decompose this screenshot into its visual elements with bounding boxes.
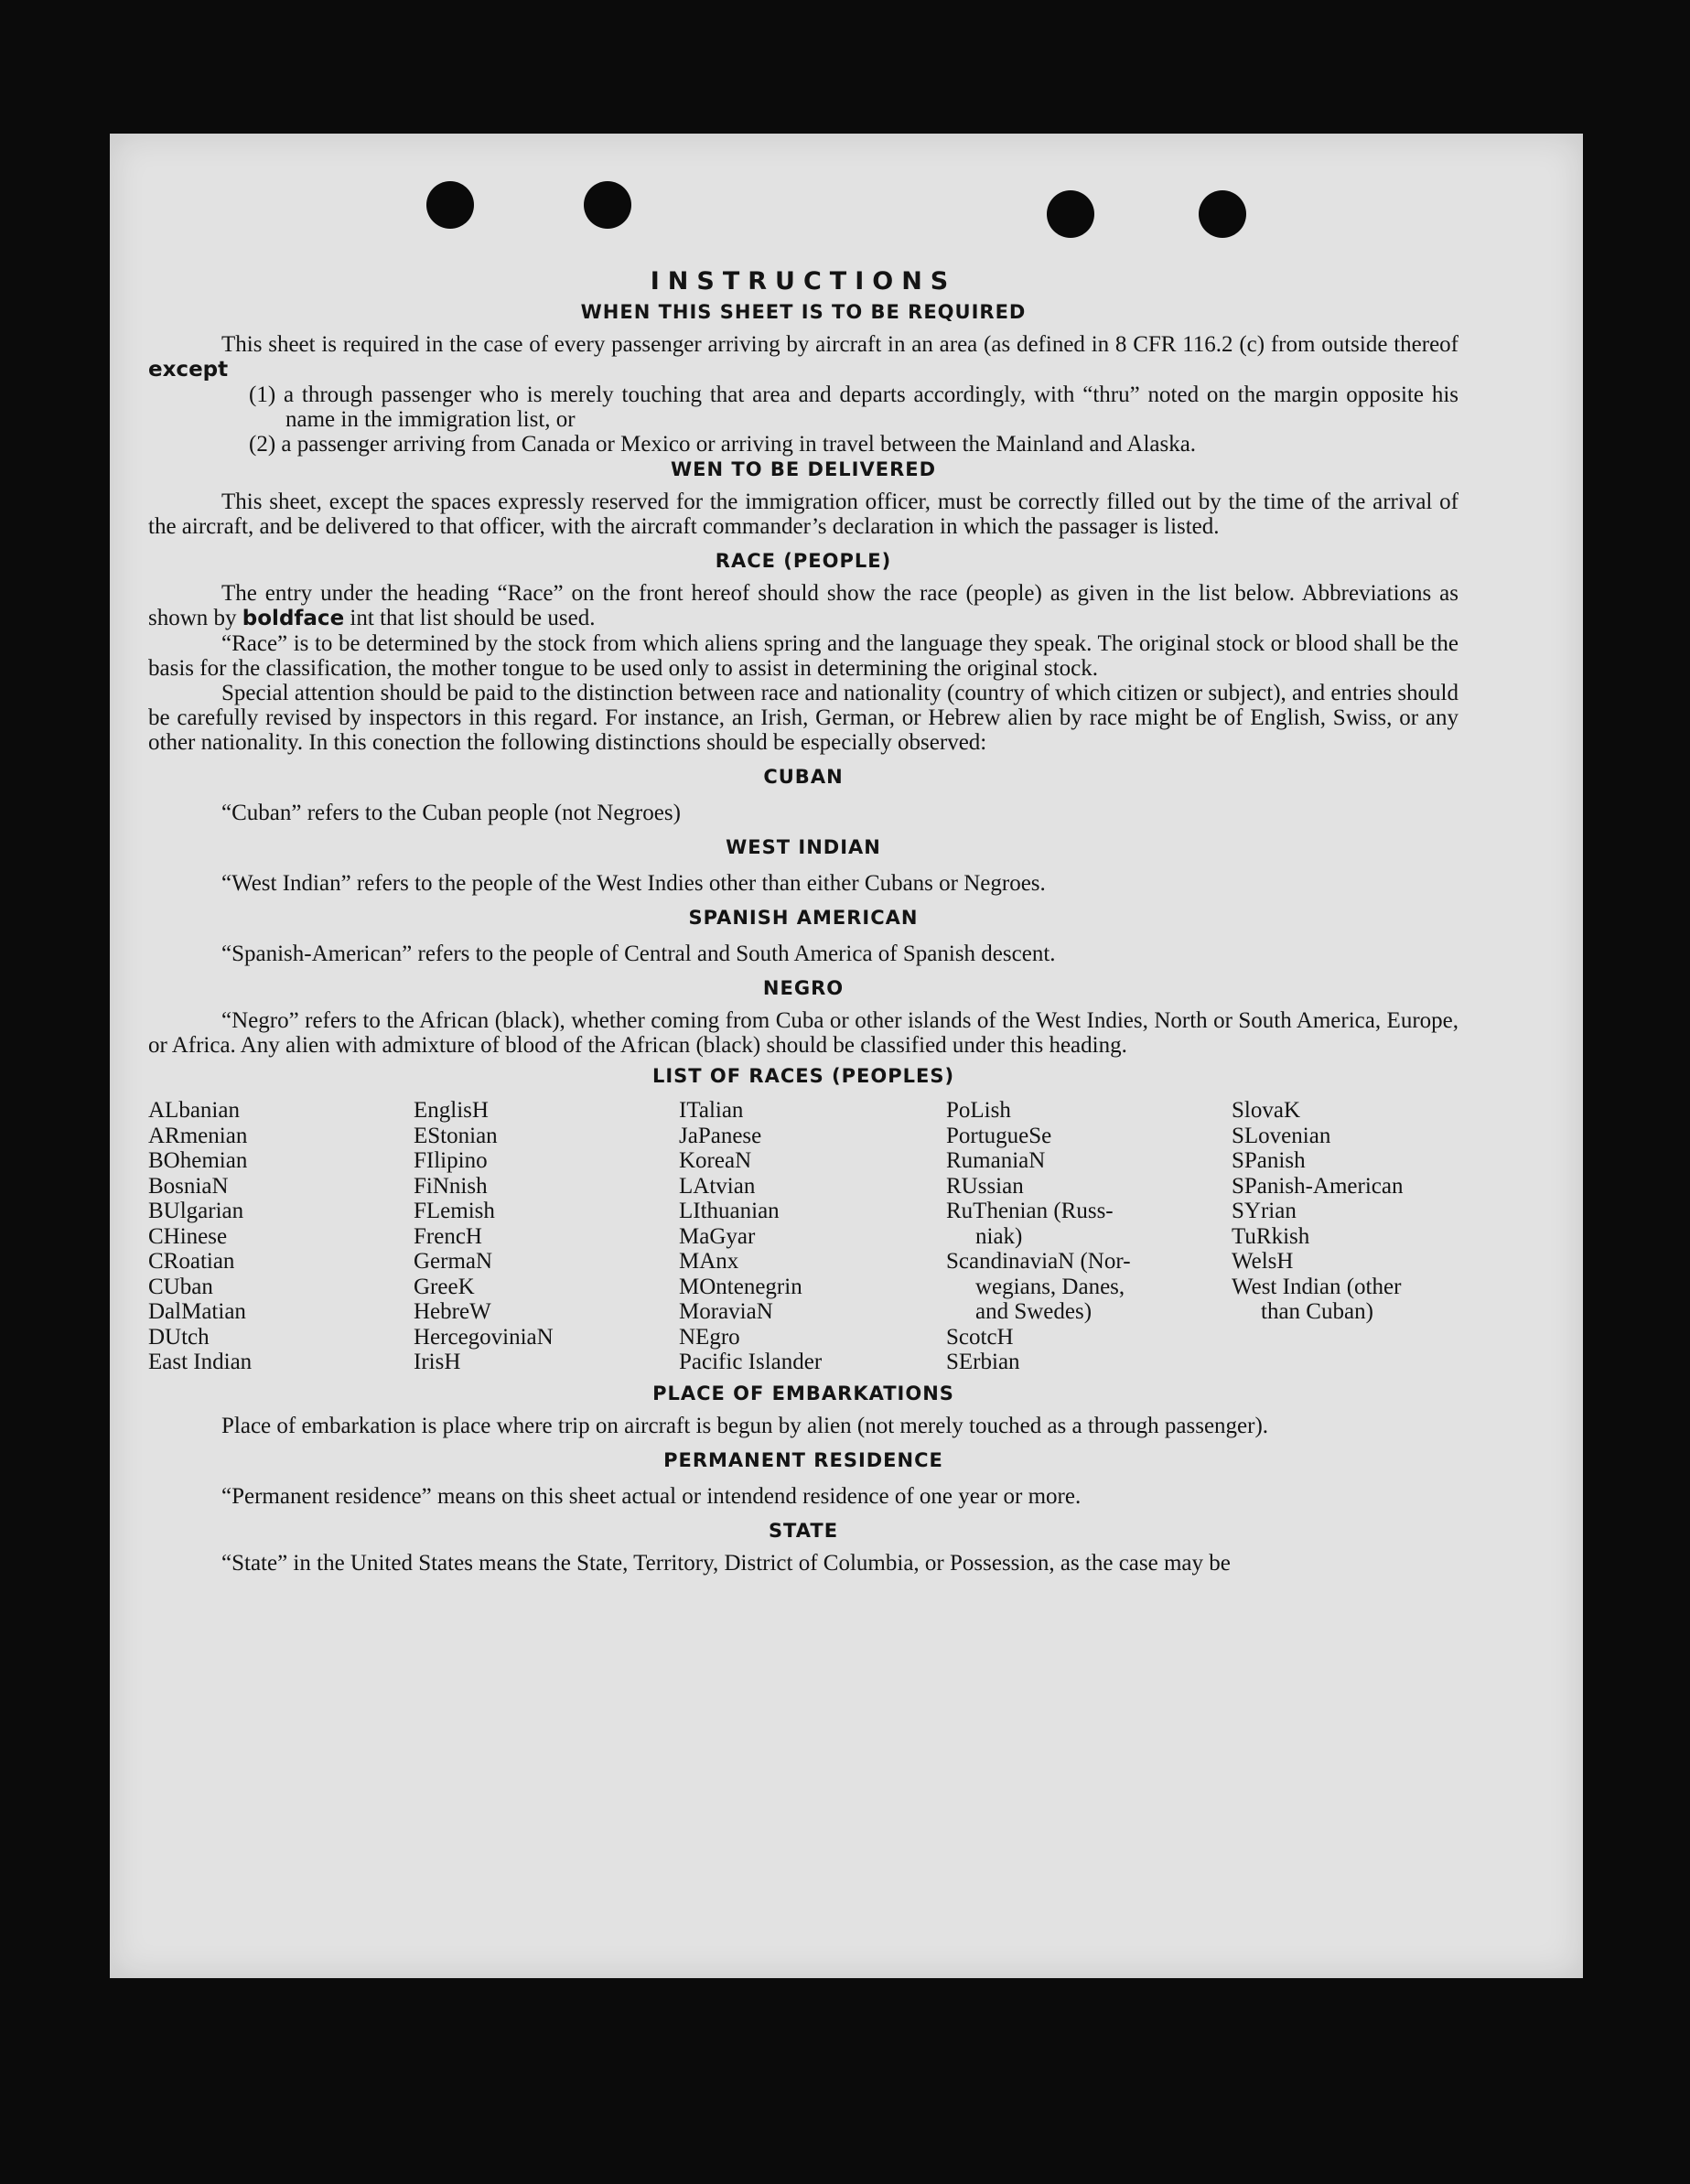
race-entry: LIthuanian	[679, 1199, 780, 1223]
race-entry: Pacific Islander	[679, 1350, 823, 1374]
race-entry: NEgro	[679, 1324, 740, 1350]
race-entry: JaPanese	[679, 1123, 762, 1148]
race-entry: EStonian	[414, 1123, 498, 1148]
heading-list-of-races: LIST OF RACES (PEOPLES)	[651, 1065, 955, 1087]
heading-west-indian: WEST INDIAN	[726, 836, 881, 858]
race-entry: FLemish	[414, 1199, 495, 1223]
race-paragraph-2: “Race” is to be determined by the stock from which aliens spring and the language they speak. The original stock or blood shall be the basis for the classification, the mother tongue to be used only to assist in determining the original stock.	[148, 631, 1459, 681]
when-required-intro	[148, 332, 1459, 382]
race-entry: SLovenian	[1232, 1123, 1331, 1148]
race-entry: than Cuban)	[1261, 1299, 1373, 1324]
races-column-5	[1232, 1098, 1459, 1375]
race-entry: HercegoviniaN	[414, 1324, 554, 1350]
cuban-text: “Cuban” refers to the Cuban people (not Negroes)	[221, 801, 681, 825]
race-entry: SYrian	[1232, 1199, 1297, 1223]
race-entry: MOntenegrin	[679, 1274, 802, 1299]
heading-spanish-american: SPANISH AMERICAN	[688, 907, 919, 929]
race-entry: RuThenian (Russ-	[946, 1199, 1114, 1223]
race-entry: RumaniaN	[946, 1148, 1046, 1173]
race-p1-text-a: The entry under the heading “Race” on the front hereof should show the race (people) as given in the list below. Abbreviations as shown by	[148, 581, 1459, 630]
residence-text: “Permanent residence” means on this sheet actual or intendend residence of one year or more.	[221, 1483, 1082, 1509]
race-entry: and Swedes)	[975, 1299, 1093, 1324]
races-column-4	[946, 1098, 1232, 1375]
race-entry: wegians, Danes,	[975, 1274, 1125, 1299]
race-entry: IrisH	[414, 1350, 461, 1374]
race-entry: ARmenian	[148, 1123, 248, 1148]
race-entry: FrencH	[414, 1223, 482, 1249]
race-entry: BosniaN	[148, 1173, 229, 1199]
heading-race: RACE (PEOPLE)	[715, 550, 892, 572]
race-entry: niak)	[975, 1223, 1023, 1249]
race-entry: PoLish	[946, 1098, 1011, 1123]
races-column-3	[679, 1098, 946, 1375]
when-required-item-2: (2) a passenger arriving from Canada or Mexico or arriving in travel between the Mainland and Alaska.	[249, 432, 1197, 457]
heading-cuban: CUBAN	[763, 766, 844, 788]
negro-text: “Negro” refers to the African (black), whether coming from Cuba or other islands of the West Indies, North or South America, Europe, or Africa. Any alien with admixture of blood of the African (black) should be classified under this heading.	[148, 1008, 1459, 1058]
when-delivered-text: This sheet, except the spaces expressly reserved for the immigration officer, must be correctly filled out by the time of the arrival of the aircraft, and be delivered to that officer, with the aircraft commander’s declaration in which the passager is listed.	[148, 490, 1459, 539]
race-entry: East Indian	[148, 1350, 253, 1374]
race-entry: CHinese	[148, 1223, 228, 1249]
race-entry: DalMatian	[148, 1299, 246, 1324]
when-required-intro-text: This sheet is required in the case of every passenger arriving by aircraft in an area (as defined in 8 CFR 116.2 (c) from outside thereof	[221, 332, 1459, 357]
race-entry: LAtvian	[679, 1173, 756, 1199]
race-paragraph-3: Special attention should be paid to the distinction between race and nationality (country of which citizen or subject), and entries should be carefully revised by inspectors in this regard. For instance, an Irish, German, or Hebrew alien by race might be of English, Swiss, or any other nationality. In this conection the following distinctions should be especially observed:	[148, 681, 1459, 755]
race-entry: SPanish	[1232, 1148, 1306, 1173]
race-entry: KoreaN	[679, 1148, 752, 1173]
race-entry: MaGyar	[679, 1223, 756, 1249]
state-text: “State” in the United States means the State, Territory, District of Columbia, or Possession, as the case may be	[221, 1550, 1231, 1576]
document-title: INSTRUCTIONS	[650, 267, 957, 296]
race-entry: ScotcH	[946, 1324, 1014, 1350]
race-p1-text-b: int that list should be used.	[350, 606, 596, 630]
race-entry: RUssian	[946, 1173, 1024, 1199]
race-entry: ScandinaviaN (Nor-	[946, 1249, 1131, 1274]
punch-hole-2	[584, 181, 631, 229]
race-entry: SPanish-American	[1232, 1173, 1404, 1199]
race-entry: BOhemian	[148, 1148, 248, 1173]
race-entry: ITalian	[679, 1098, 744, 1123]
race-entry: West Indian (other	[1232, 1274, 1402, 1299]
race-p1-boldface: boldface	[242, 607, 345, 630]
race-entry: TuRkish	[1232, 1223, 1310, 1249]
heading-when-delivered: WEN TO BE DELIVERED	[670, 458, 937, 480]
race-entry: WelsH	[1232, 1249, 1294, 1274]
west-indian-text: “West Indian” refers to the people of the West Indies other than either Cubans or Negroes.	[221, 871, 1046, 896]
race-entry: FiNnish	[414, 1173, 488, 1199]
punch-hole-3	[1047, 190, 1094, 238]
races-column-1	[148, 1098, 414, 1375]
race-entry: FIlipino	[414, 1148, 488, 1173]
punch-hole-1	[426, 181, 474, 229]
heading-permanent-residence: PERMANENT RESIDENCE	[663, 1448, 943, 1471]
heading-embarkation: PLACE OF EMBARKATIONS	[652, 1382, 954, 1404]
heading-negro: NEGRO	[762, 977, 845, 999]
race-entry: MAnx	[679, 1249, 739, 1274]
when-required-except: except	[148, 358, 229, 382]
embarkation-text: Place of embarkation is place where trip on aircraft is begun by alien (not merely touched as a through passenger).	[221, 1413, 1269, 1438]
punch-hole-4	[1199, 190, 1246, 238]
document-content	[148, 267, 1459, 1576]
race-entry: CUban	[148, 1274, 213, 1299]
race-entry: MoraviaN	[679, 1299, 773, 1324]
race-entry: SlovaK	[1232, 1098, 1300, 1123]
race-entry: HebreW	[414, 1299, 491, 1324]
race-entry: GermaN	[414, 1249, 493, 1274]
races-column-2	[414, 1098, 679, 1375]
race-entry: CRoatian	[148, 1249, 235, 1274]
race-paragraph-1	[148, 581, 1459, 631]
spanish-american-text: “Spanish-American” refers to the people of Central and South America of Spanish descent.	[221, 941, 1056, 966]
race-entry: ALbanian	[148, 1098, 240, 1123]
race-entry: BUlgarian	[148, 1199, 244, 1223]
heading-when-required: WHEN THIS SHEET IS TO BE REQUIRED	[580, 301, 1027, 323]
race-entry: EnglisH	[414, 1098, 489, 1123]
when-required-item-1: (1) a through passenger who is merely touching that area and departs accordingly, with “thru” noted on the margin opposite his name in the immigration list, or	[249, 382, 1459, 432]
race-entry: SErbian	[946, 1350, 1020, 1374]
races-table	[148, 1098, 1459, 1375]
heading-state: STATE	[768, 1519, 839, 1542]
document-sheet	[110, 134, 1583, 1978]
race-entry: DUtch	[148, 1324, 210, 1350]
race-entry: PortugueSe	[946, 1123, 1052, 1148]
race-entry: GreeK	[414, 1274, 475, 1299]
